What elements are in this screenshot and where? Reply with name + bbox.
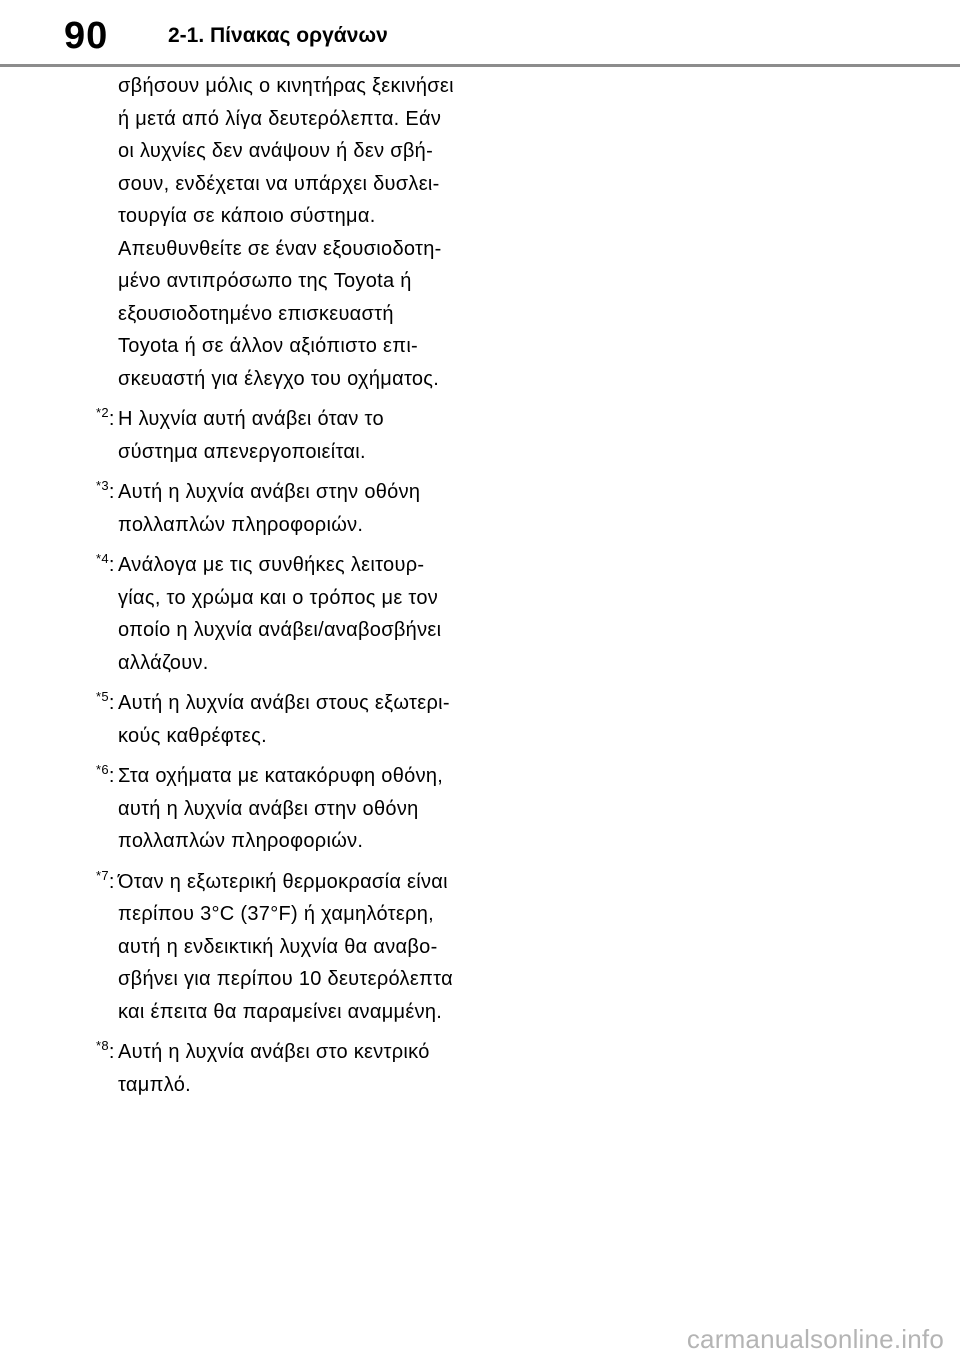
footnote-line: Ανάλογα με τις συνθήκες λειτουρ- bbox=[118, 554, 425, 576]
footnote-item bbox=[96, 866, 476, 1029]
intro-paragraph bbox=[96, 70, 476, 395]
intro-line: σβήσουν μόλις ο κινητήρας ξεκινήσει bbox=[118, 75, 454, 97]
footnote-marker: $^{*2}$: bbox=[96, 405, 115, 430]
footnote-line: γίας, το χρώμα και ο τρόπος με τον bbox=[118, 586, 439, 609]
footnote-line: περίπου 3°C (37°F) ή χαμηλότερη, bbox=[118, 903, 434, 925]
footnote-item bbox=[96, 1036, 476, 1101]
footnote-line: Στα οχήματα με κατακόρυφη οθόνη, bbox=[118, 765, 444, 787]
header-divider bbox=[0, 64, 960, 67]
footnote-line: Αυτή η λυχνία ανάβει στο κεντρικό bbox=[118, 1041, 430, 1063]
intro-line: σουν, ενδέχεται να υπάρχει δυσλει- bbox=[118, 172, 440, 195]
page-body bbox=[96, 70, 476, 1101]
footnote-line: αυτή η λυχνία ανάβει στην οθόνη bbox=[118, 797, 419, 820]
page-header bbox=[0, 0, 960, 64]
footnote-item bbox=[96, 403, 476, 468]
intro-line: οι λυχνίες δεν ανάψουν ή δεν σβή- bbox=[118, 140, 434, 162]
footnote-marker-number: *8 bbox=[96, 1038, 109, 1053]
footnote-item bbox=[96, 549, 476, 679]
page-number: 90 bbox=[64, 15, 109, 57]
footnote-line: Όταν η εξωτερική θερμοκρασία είναι bbox=[118, 870, 448, 893]
footnote-marker: $^{*4}$: bbox=[96, 551, 115, 576]
footnote-line: Η λυχνία αυτή ανάβει όταν το bbox=[118, 408, 384, 430]
intro-line: τουργία σε κάποιο σύστημα. bbox=[118, 205, 376, 227]
footnote-line: και έπειτα θα παραμείνει αναμμένη. bbox=[118, 1000, 443, 1023]
footnote-line: πολλαπλών πληροφοριών. bbox=[118, 513, 364, 536]
footnote-item bbox=[96, 476, 476, 541]
footnote-marker: $^{*5}$: bbox=[96, 689, 115, 714]
footnote-marker: $^{*3}$: bbox=[96, 478, 115, 503]
intro-line: σκευαστή για έλεγχο του οχήματος. bbox=[118, 367, 440, 390]
footnote-item bbox=[96, 687, 476, 752]
intro-line: Απευθυνθείτε σε έναν εξουσιοδοτη- bbox=[118, 237, 442, 260]
footnote-line: πολλαπλών πληροφοριών. bbox=[118, 830, 364, 852]
footnotes-list bbox=[96, 403, 476, 1101]
section-title: 2-1. Πίνακας οργάνων bbox=[168, 24, 388, 47]
intro-line: εξουσιοδοτημένο επισκευαστή bbox=[118, 302, 394, 325]
footnote-marker-number: *6 bbox=[96, 762, 109, 777]
footnote-marker-number: *4 bbox=[96, 551, 109, 566]
footnote-line: ταμπλό. bbox=[118, 1073, 191, 1096]
footnote-marker-number: *3 bbox=[96, 478, 109, 493]
footnote-line: αυτή η ενδεικτική λυχνία θα αναβο- bbox=[118, 935, 438, 958]
footnote-marker-number: *5 bbox=[96, 689, 109, 704]
footnote-marker: $^{*6}$: bbox=[96, 762, 115, 787]
footnote-marker: $^{*8}$: bbox=[96, 1038, 115, 1063]
footnote-line: σύστημα απενεργοποιείται. bbox=[118, 440, 366, 463]
footnote-line: Αυτή η λυχνία ανάβει στους εξωτερι- bbox=[118, 692, 450, 714]
watermark-text: carmanualsonline.info bbox=[686, 1324, 944, 1354]
footnote-line: Αυτή η λυχνία ανάβει στην οθόνη bbox=[118, 481, 421, 503]
footnote-line: αλλάζουν. bbox=[118, 651, 209, 674]
footnote-marker: $^{*7}$: bbox=[96, 867, 115, 893]
footnote-marker-number: *2 bbox=[96, 405, 109, 420]
footnote-line: σβήνει για περίπου 10 δευτερόλεπτα bbox=[118, 968, 453, 990]
intro-line: Toyota ή σε άλλον αξιόπιστο επι- bbox=[118, 335, 419, 357]
footnote-item bbox=[96, 760, 476, 858]
footnote-line: κούς καθρέφτες. bbox=[118, 724, 267, 747]
footnote-line: οποίο η λυχνία ανάβει/αναβοσβήνει bbox=[118, 619, 442, 641]
footnote-marker-number: *7 bbox=[96, 867, 109, 883]
intro-line: μένο αντιπρόσωπο της Toyota ή bbox=[118, 270, 412, 292]
intro-line: ή μετά από λίγα δευτερόλεπτα. Εάν bbox=[118, 107, 442, 130]
